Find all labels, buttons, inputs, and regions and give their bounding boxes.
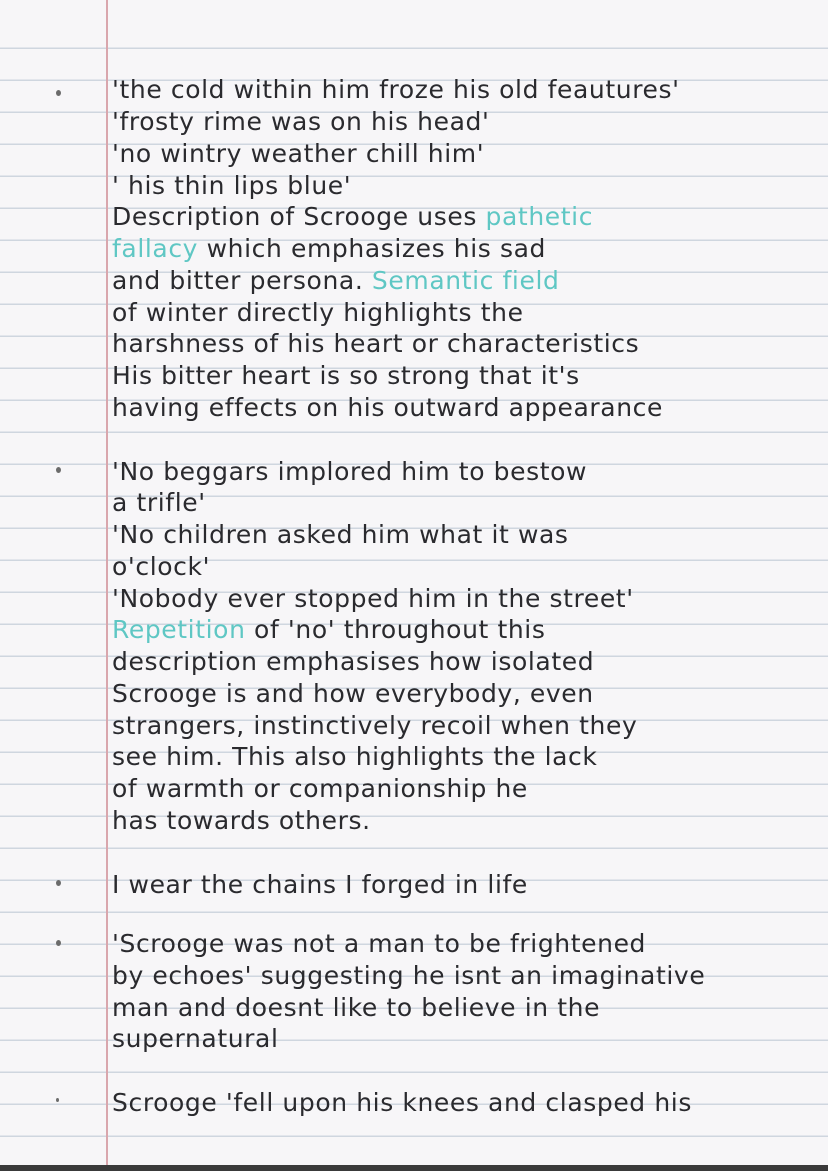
note-line [112, 328, 639, 359]
note-line [112, 1023, 279, 1054]
analysis-text: Scrooge is and how everybody, even [112, 679, 594, 708]
note-line [112, 297, 524, 328]
quote-text: 'Scrooge was not a man to be frightened [112, 929, 647, 958]
quote-text: I wear the chains I forged in life [112, 870, 528, 899]
note-line [112, 170, 351, 201]
note-line [112, 992, 600, 1023]
bullet-point [56, 90, 61, 96]
highlighted-term: Repetition [112, 615, 246, 644]
quote-text: ' his thin lips blue' [112, 171, 352, 200]
note-line [112, 519, 569, 550]
note-line [112, 265, 559, 296]
analysis-text: has towards others. [112, 806, 371, 835]
analysis-text: and bitter persona. [112, 266, 372, 295]
page-edge [0, 1165, 828, 1171]
quote-text: 'the cold within him froze his old feautures' [112, 75, 680, 104]
analysis-text: of warmth or companionship he [112, 774, 528, 803]
highlighted-term: Semantic field [371, 266, 560, 295]
analysis-text: by echoes' suggesting he isnt an imaginative [112, 961, 706, 990]
note-line [112, 233, 546, 264]
analysis-text: strangers, instinctively recoil when they [112, 711, 638, 740]
analysis-text: see him. This also highlights the lack [112, 742, 598, 771]
analysis-text: His bitter heart is so strong that it's [112, 361, 580, 390]
analysis-text: man and doesnt like to believe in the [112, 993, 601, 1022]
note-line [112, 138, 484, 169]
note-line [112, 106, 489, 137]
note-line [112, 201, 593, 232]
note-line [112, 646, 594, 677]
note-line [112, 773, 528, 804]
quote-text: o'clock' [112, 552, 211, 581]
note-line [112, 360, 580, 391]
highlighted-term: pathetic [485, 202, 594, 231]
note-line [112, 456, 587, 487]
analysis-text: Description of Scrooge uses [112, 202, 486, 231]
note-line [112, 678, 594, 709]
quote-text: 'frosty rime was on his head' [112, 107, 490, 136]
quote-text: 'No children asked him what it was [112, 520, 569, 549]
note-line [112, 869, 528, 900]
highlighted-term: fallacy [112, 234, 199, 263]
quote-text: Scrooge 'fell upon his knees and clasped his [112, 1088, 692, 1117]
quote-text: 'Nobody ever stopped him in the street' [112, 584, 634, 613]
quote-text: 'No beggars implored him to bestow [112, 457, 588, 486]
note-line [112, 741, 597, 772]
bullet-point [56, 940, 61, 946]
bullet-point [56, 880, 61, 886]
quote-text: 'no wintry weather chill him' [112, 139, 485, 168]
analysis-text: harshness of his heart or characteristics [112, 329, 640, 358]
note-line [112, 805, 371, 836]
margin-line [106, 0, 108, 1171]
note-line [112, 614, 545, 645]
note-line [112, 392, 663, 423]
note-line [112, 74, 680, 105]
analysis-text: of winter directly highlights the [112, 298, 524, 327]
analysis-text: of 'no' throughout this [245, 615, 546, 644]
bullet-point [56, 467, 61, 473]
analysis-text: supernatural [112, 1024, 279, 1053]
note-line [112, 928, 646, 959]
note-line [112, 710, 637, 741]
analysis-text: which emphasizes his sad [198, 234, 546, 263]
bullet-point [56, 1098, 59, 1102]
note-line [112, 551, 210, 582]
note-line [112, 487, 206, 518]
analysis-text: description emphasises how isolated [112, 647, 595, 676]
note-line [112, 583, 634, 614]
note-line [112, 960, 705, 991]
analysis-text: having effects on his outward appearance [112, 393, 663, 422]
quote-text: a trifle' [112, 488, 206, 517]
note-line [112, 1087, 692, 1118]
